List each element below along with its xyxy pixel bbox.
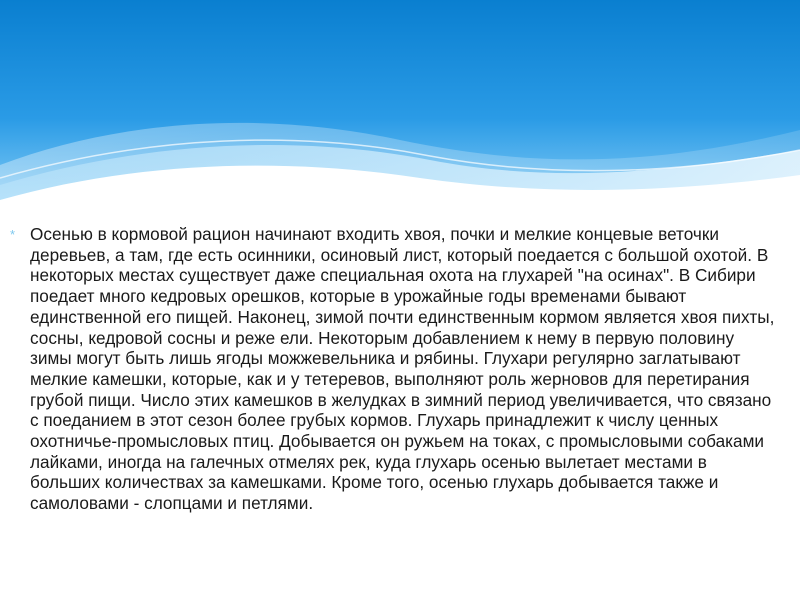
bullet-paragraph xyxy=(10,224,775,514)
header-wave-banner xyxy=(0,0,800,215)
body-text: Осенью в кормовой рацион начинают входить хвоя, почки и мелкие концевые веточки деревьев, а там, где есть осинники, осиновый лист, который поедается с большой охотой. В некоторых местах существует даже специальная охота на глухарей "на осинах". В Сибири поедает много кедровых орешков, которые в урожайные годы временами бывают единственной его пищей. Наконец, зимой почти единственным кормом является хвоя пихты, сосны, кедровой сосны и реже ели. Некоторым добавлением к нему в первую половину зимы могут быть лишь ягоды можжевельника и рябины. Глухари регулярно заглатывают мелкие камешки, которые, как и у тетеревов, выполняют роль жерновов для перетирания грубой пищи. Число этих камешков в желудках в зимний период увеличивается, что связано с поеданием в этот сезон более грубых кормов. Глухарь принадлежит к числу ценных охотничье-промысловых птиц. Добывается он ружьем на токах, с промысловыми собаками лайками, иногда на галечных отмелях рек, куда глухарь осенью вылетает местами в больших количествах за камешками. Кроме того, осенью глухарь добывается также и самоловами - слопцами и петлями. xyxy=(30,224,775,514)
bullet-icon: * xyxy=(10,227,16,242)
slide-content xyxy=(10,224,775,514)
